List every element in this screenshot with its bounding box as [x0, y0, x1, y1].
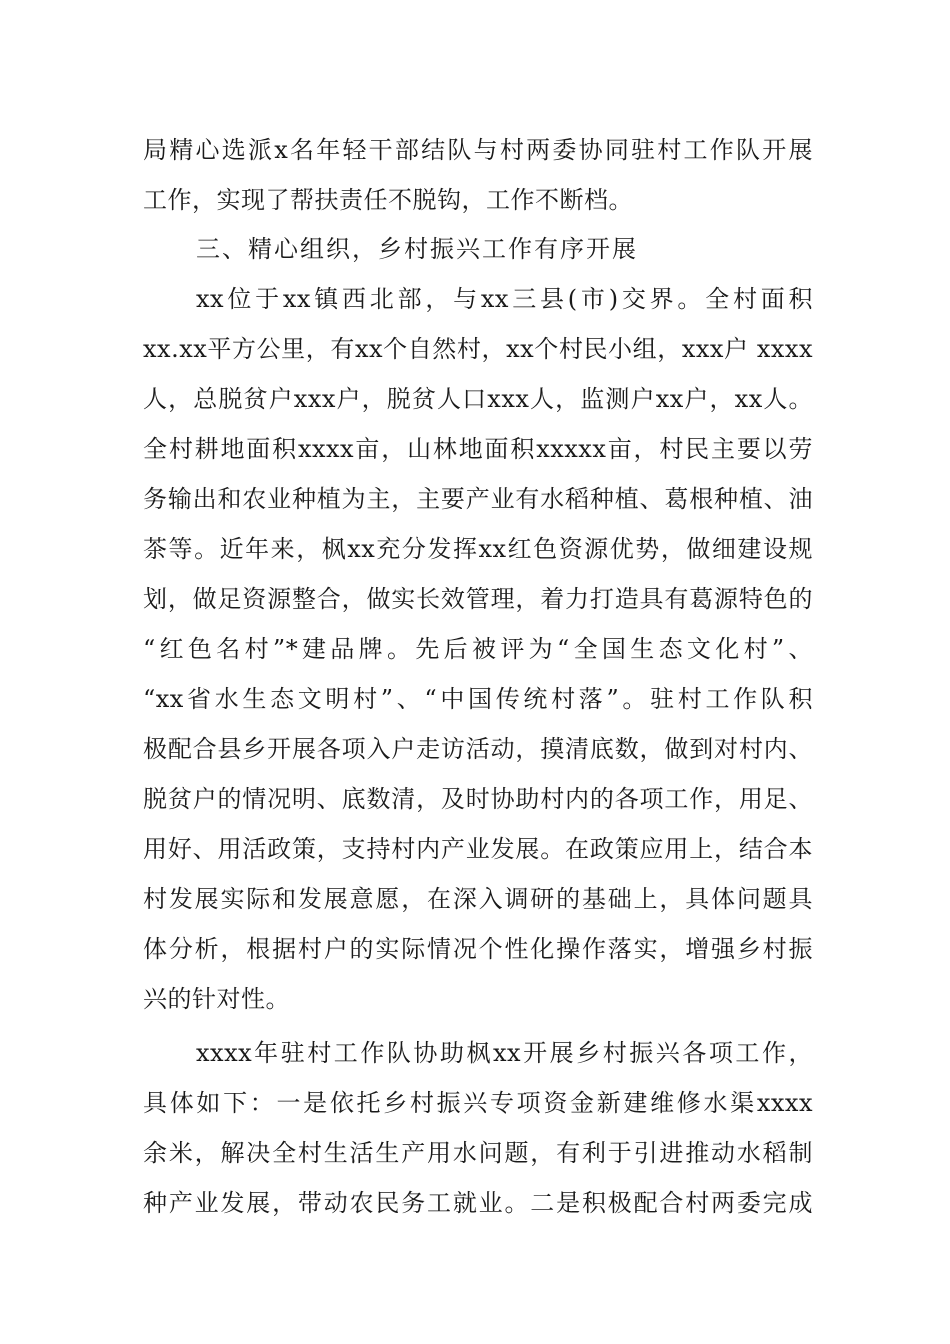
- text-line: 脱贫户的情况明、底数清，及时协助村内的各项工作，用足、: [143, 785, 813, 813]
- text-line: 务输出和农业种植为主，主要产业有水稻种植、葛根种植、油: [143, 485, 813, 513]
- text-line: 兴的针对性。: [143, 985, 290, 1013]
- text-line: “红色名村”*建品牌。先后被评为“全国生态文化村”、: [143, 635, 813, 663]
- text-line: xx.xx平方公里，有xx个自然村，xx个村民小组，xxx户 xxxx: [143, 335, 813, 363]
- paragraph-first-line: xx位于xx镇西北部，与xx三县(市)交界。全村面积: [196, 285, 813, 313]
- text-line: 划，做足资源整合，做实长效管理，着力打造具有葛源特色的: [143, 585, 813, 613]
- text-line: 人，总脱贫户xxx户，脱贫人口xxx人，监测户xx户，xx人。: [143, 385, 813, 413]
- text-line: “xx省水生态文明村”、“中国传统村落”。驻村工作队积: [143, 685, 813, 713]
- text-line: 用好、用活政策，支持村内产业发展。在政策应用上，结合本: [143, 835, 813, 863]
- text-line: 具体如下：一是依托乡村振兴专项资金新建维修水渠xxxx: [143, 1089, 813, 1117]
- text-line: 体分析，根据村户的实际情况个性化操作落实，增强乡村振: [143, 935, 813, 963]
- paragraph-first-line: xxxx年驻村工作队协助枫xx开展乡村振兴各项工作，: [196, 1039, 813, 1067]
- text-line: 种产业发展，带动农民务工就业。二是积极配合村两委完成: [143, 1189, 813, 1217]
- text-line: 余米，解决全村生活生产用水问题，有利于引进推动水稻制: [143, 1139, 813, 1167]
- text-line: 茶等。近年来，枫xx充分发挥xx红色资源优势，做细建设规: [143, 535, 813, 563]
- text-line: 村发展实际和发展意愿，在深入调研的基础上，具体问题具: [143, 885, 813, 913]
- text-line: 全村耕地面积xxxx亩，山林地面积xxxxx亩，村民主要以劳: [143, 435, 813, 463]
- section-heading: 三、精心组织，乡村振兴工作有序开展: [196, 235, 638, 263]
- text-line: 极配合县乡开展各项入户走访活动，摸清底数，做到对村内、: [143, 735, 813, 763]
- text-line: 局精心选派x名年轻干部结队与村两委协同驻村工作队开展: [143, 136, 813, 164]
- text-line: 工作，实现了帮扶责任不脱钩，工作不断档。: [143, 186, 633, 214]
